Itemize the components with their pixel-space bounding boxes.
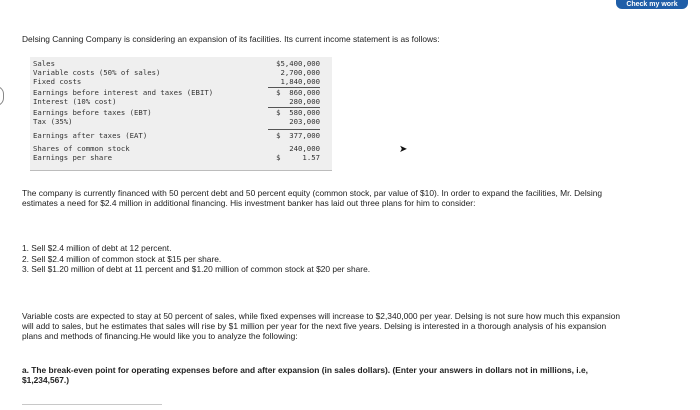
row-label: Earnings before interest and taxes (EBIT) bbox=[33, 88, 214, 97]
row-label: Shares of common stock bbox=[33, 144, 130, 153]
statement-row bbox=[30, 153, 332, 162]
row-label: Earnings before taxes (EBT) bbox=[33, 108, 152, 117]
statement-row bbox=[30, 97, 332, 106]
row-value: $ 580,000 bbox=[276, 108, 320, 117]
row-label: Tax (35%) bbox=[33, 117, 73, 126]
statement-row bbox=[30, 68, 332, 77]
intro-text: Delsing Canning Company is considering an expansion of its facilities. Its current income statement is as follows: bbox=[22, 34, 440, 44]
row-value: $5,400,000 bbox=[276, 59, 320, 68]
row-value: 280,000 bbox=[289, 97, 320, 106]
plans-list bbox=[22, 243, 370, 275]
row-label: Earnings after taxes (EAT) bbox=[33, 131, 148, 140]
row-label: Fixed costs bbox=[33, 77, 82, 86]
subtotal-rule bbox=[268, 129, 320, 130]
plan-item: 3. Sell $1.20 million of debt at 11 percent and $1.20 million of common stock at $20 per share. bbox=[22, 264, 371, 274]
row-value: $ 860,000 bbox=[276, 88, 320, 97]
row-label: Sales bbox=[33, 59, 55, 68]
statement-row bbox=[30, 117, 332, 126]
statement-row bbox=[30, 144, 332, 153]
row-label: Earnings per share bbox=[33, 153, 113, 162]
income-statement bbox=[30, 57, 332, 171]
answer-area-divider bbox=[22, 404, 162, 405]
row-value: 203,000 bbox=[289, 117, 320, 126]
plan-item: 1. Sell $2.4 million of debt at 12 percent. bbox=[22, 243, 172, 253]
statement-row bbox=[30, 59, 332, 68]
plan-item: 2. Sell $2.4 million of common stock at $15 per share. bbox=[22, 253, 222, 264]
assumptions-text: Variable costs are expected to stay at 50 percent of sales, while fixed expenses will increase to $2,340,000 per year. Delsing is not sure how much this expansion will add to sales, but he estimates that sales will rise by $1 million per year for the next five years. Delsing is interested in a thorough analysis of his expansion plans and methods of financing.He would like you to analyze the following: bbox=[22, 311, 621, 341]
row-value: 2,700,000 bbox=[280, 68, 320, 77]
mouse-cursor-icon: ➤ bbox=[399, 144, 408, 155]
row-label: Interest (10% cost) bbox=[33, 97, 117, 106]
check-my-work-button[interactable]: Check my work bbox=[616, 0, 688, 9]
row-value: 1,840,000 bbox=[280, 77, 320, 86]
collapse-bracket-icon bbox=[0, 86, 4, 106]
question-part-a bbox=[22, 365, 612, 385]
row-label: Variable costs (50% of sales) bbox=[33, 68, 161, 77]
statement-row bbox=[30, 131, 332, 140]
row-value: 240,000 bbox=[289, 144, 320, 153]
statement-row bbox=[30, 108, 332, 117]
row-value: $ 1.57 bbox=[276, 153, 320, 162]
row-value: $ 377,000 bbox=[276, 131, 320, 140]
part-a-instruction: (Enter your answers in dollars not in millions, i.e, $1,234,567.) bbox=[22, 365, 588, 385]
statement-row bbox=[30, 88, 332, 97]
statement-row bbox=[30, 77, 332, 86]
financing-text: The company is currently financed with 50 percent debt and 50 percent equity (common stock, par value of $10). In order to expand the facilities, Mr. Delsing estimates a need for $2.4 million in additional financing. His investment banker has laid out three plans for him to consider: bbox=[22, 188, 603, 208]
part-a-prompt: a. The break-even point for operating expenses before and after expansion (in sales dollars). bbox=[22, 365, 393, 375]
